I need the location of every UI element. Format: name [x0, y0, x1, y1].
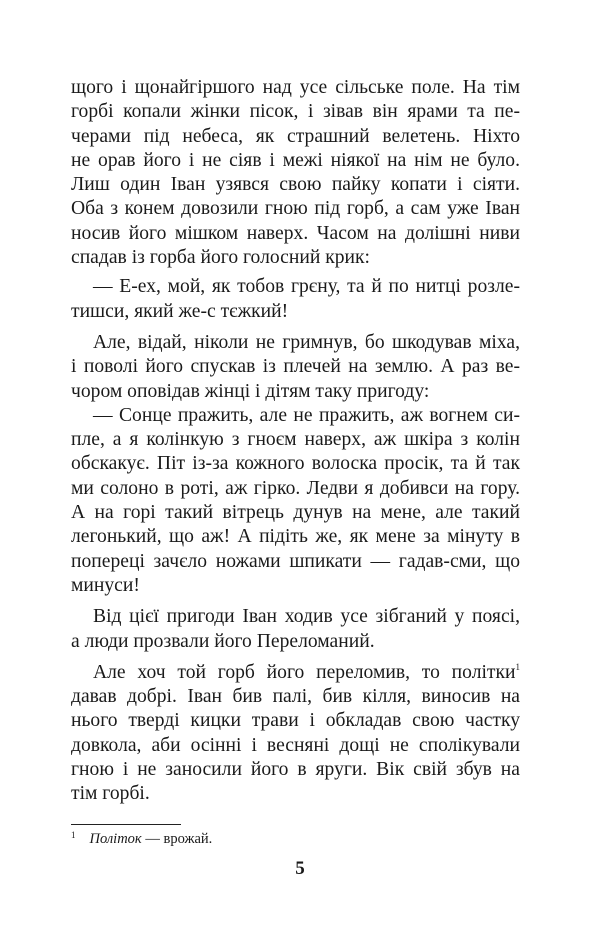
- paragraph: [71, 404, 520, 598]
- text-line: черами під небеса, як страшний велетень. Ніхто: [71, 125, 520, 147]
- text-line: спадав із горба його голосний крик:: [71, 247, 370, 269]
- paragraph: [71, 275, 520, 324]
- text-line: Оба з конем довозили гною під горб, а сам уже Іван: [71, 198, 520, 220]
- text-line: чором оповідав жінці і дітям таку пригоду:: [71, 380, 430, 402]
- text-line: обскакує. Піт із-за кожного волоска просік, та й так: [71, 453, 520, 475]
- text-line: пле, а я колінкую з гноєм наверх, аж шкіра з колін: [71, 429, 520, 451]
- text-line: — Сонце пражить, але не пражить, аж вогнем си-: [93, 404, 520, 426]
- text-line: минуси!: [71, 574, 140, 596]
- text-line: тім горбі.: [71, 783, 150, 805]
- footnote-number: 1: [71, 830, 76, 840]
- text-line: давав добрі. Іван бив палі, бив кілля, виносив на: [71, 686, 520, 708]
- text-line: горбі копали жінки пісок, і зівав він ярами та пе-: [71, 101, 520, 123]
- paragraph: [71, 605, 520, 654]
- text-line: тишси, який же-с тєжкий!: [71, 300, 289, 322]
- text-line: не орав його і не сіяв і межі ніякої на нім не було.: [71, 149, 520, 171]
- text-line: легонький, що аж! А підіть же, як мене за мінуту в: [71, 526, 520, 548]
- body-text: [71, 76, 520, 812]
- paragraph: [71, 331, 520, 404]
- text-line: і поволі його спускав із плечей на землю. А раз ве-: [71, 356, 520, 378]
- footnote-divider: [71, 824, 181, 825]
- footnote-definition: — врожай.: [141, 831, 213, 847]
- paragraph: [71, 661, 520, 807]
- text-line: довкола, аби осінні і весняні дощі не сполікували: [71, 734, 520, 756]
- text-line-content: Але хоч той горб його переломив, то політки: [93, 661, 516, 683]
- text-line: нього тверді кицки трави і обкладав свою частку: [71, 710, 520, 732]
- text-line: щого і щонайгіршого над усе сільське поле. На тім: [71, 77, 520, 98]
- text-line: носив його мішком наверх. Часом на долішні ниви: [71, 222, 520, 244]
- text-line: Але, відай, ніколи не гримнув, бо шкодував міха,: [93, 331, 520, 353]
- footnote: [71, 830, 212, 848]
- page-number: 5: [295, 858, 305, 879]
- text-line: Від цієї пригоди Іван ходив усе зібганий у поясі,: [93, 606, 520, 628]
- text-line: гною і не заносили його в яруги. Вік свій збув на: [71, 759, 520, 781]
- text-line: [71, 661, 520, 685]
- footnote-term: Політок: [89, 831, 142, 847]
- paragraph: [71, 76, 520, 270]
- text-line: а люди прозвали його Переломаний.: [71, 630, 375, 652]
- text-line: А на горі такий вітрець дунув на мене, але такий: [71, 502, 520, 524]
- footnote-reference[interactable]: 1: [515, 661, 520, 672]
- text-line: — Е-ех, мой, як тобов грєну, та й по нитці розле-: [93, 276, 520, 298]
- text-line: Лиш один Іван узявся свою пайку копати і сіяти.: [71, 174, 520, 196]
- text-line: ми солоно в роті, аж гірко. Ледви я добивси на гору.: [71, 477, 520, 499]
- text-line: попереці зачєло ножами шпикати — гадав-сми, що: [71, 550, 520, 572]
